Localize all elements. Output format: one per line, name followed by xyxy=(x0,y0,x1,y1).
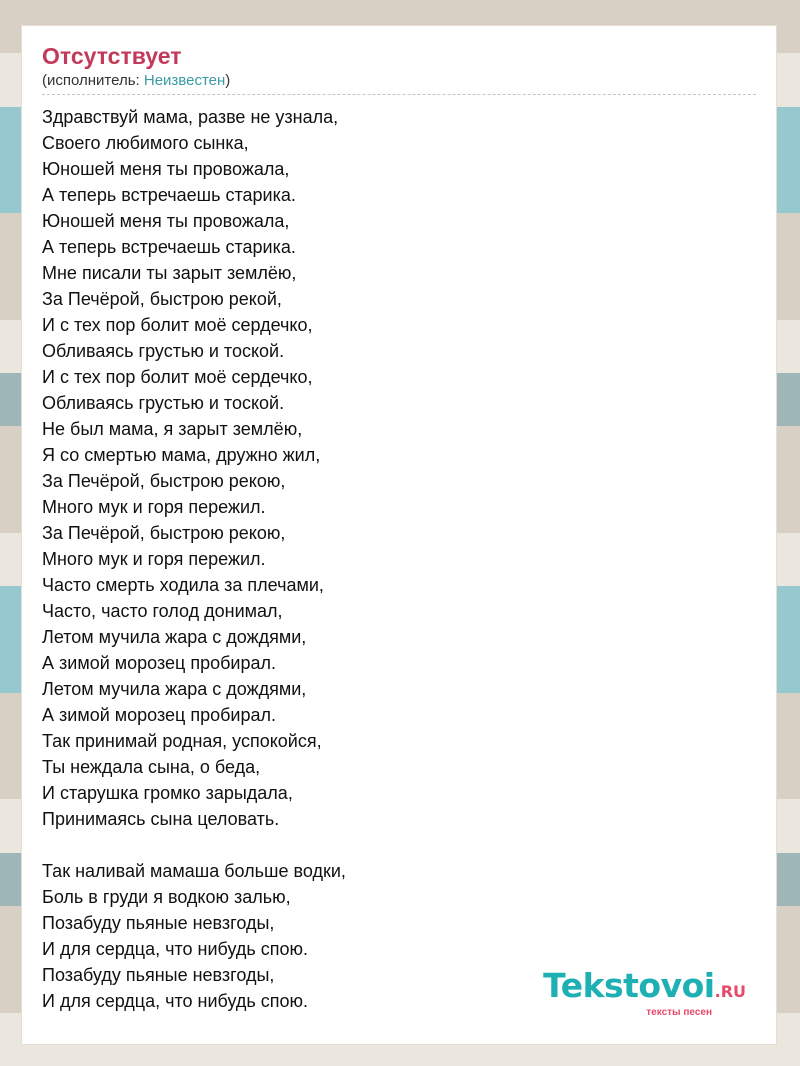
logo-tagline: тексты песен xyxy=(646,1007,712,1018)
lyric-line: Своего любимого сынка, xyxy=(42,133,249,153)
logo-name: Tekstovoi xyxy=(543,966,715,1005)
lyric-line: Позабуду пьяные невзгоды, xyxy=(42,965,275,985)
lyric-line: А теперь встречаешь старика. xyxy=(42,185,296,205)
lyric-line: За Печёрой, быстрою рекою, xyxy=(42,523,286,543)
lyric-line: Здравствуй мама, разве не узнала, xyxy=(42,107,339,127)
lyric-line: Часто, часто голод донимал, xyxy=(42,601,283,621)
lyric-line: Много мук и горя пережил. xyxy=(42,497,266,517)
lyric-line: Юношей меня ты провожала, xyxy=(42,211,290,231)
lyric-line: Обливаясь грустью и тоской. xyxy=(42,341,285,361)
lyric-line: Юношей меня ты провожала, xyxy=(42,159,290,179)
lyric-line: И для сердца, что нибудь спою. xyxy=(42,991,309,1011)
lyric-line: Ты неждала сына, о беда, xyxy=(42,757,261,777)
lyric-line: Позабуду пьяные невзгоды, xyxy=(42,913,275,933)
lyric-line: Так принимай родная, успокойся, xyxy=(42,731,322,751)
lyric-line: Летом мучила жара с дождями, xyxy=(42,627,307,647)
lyric-line: Много мук и горя пережил. xyxy=(42,549,266,569)
stanza-gap xyxy=(42,832,756,858)
lyric-line: И с тех пор болит моё сердечко, xyxy=(42,367,313,387)
lyric-line: А зимой морозец пробирал. xyxy=(42,705,276,725)
song-title: Отсутствует xyxy=(42,43,182,69)
lyric-line: Боль в груди я водкою залью, xyxy=(42,887,291,907)
lyrics-card xyxy=(22,26,776,1044)
lyric-line: Летом мучила жара с дождями, xyxy=(42,679,307,699)
artist-line xyxy=(42,71,756,95)
lyric-line: И с тех пор болит моё сердечко, xyxy=(42,315,313,335)
lyric-line: А теперь встречаешь старика. xyxy=(42,237,296,257)
lyric-line: За Печёрой, быстрою рекою, xyxy=(42,471,286,491)
lyric-line: Принимаясь сына целовать. xyxy=(42,809,280,829)
lyric-line: И старушка громко зарыдала, xyxy=(42,783,293,803)
lyric-line: Я со смертью мама, дружно жил, xyxy=(42,445,321,465)
artist-link[interactable]: Неизвестен xyxy=(143,72,226,89)
lyric-line: А зимой морозец пробирал. xyxy=(42,653,276,673)
site-logo[interactable] xyxy=(543,966,746,1018)
lyric-line: Обливаясь грустью и тоской. xyxy=(42,393,285,413)
lyric-line: За Печёрой, быстрою рекой, xyxy=(42,289,282,309)
lyrics-text xyxy=(42,104,756,1014)
lyric-line: И для сердца, что нибудь спою. xyxy=(42,939,309,959)
lyric-line: Часто смерть ходила за плечами, xyxy=(42,575,324,595)
artist-prefix: (исполнитель: xyxy=(42,72,144,89)
logo-tld: .RU xyxy=(714,982,746,1001)
lyric-line: Мне писали ты зарыт землёю, xyxy=(42,263,297,283)
lyric-line: Так наливай мамаша больше водки, xyxy=(42,861,346,881)
logo-wordmark xyxy=(543,966,746,1009)
lyric-line: Не был мама, я зарыт землёю, xyxy=(42,419,303,439)
artist-suffix: ) xyxy=(225,72,231,89)
